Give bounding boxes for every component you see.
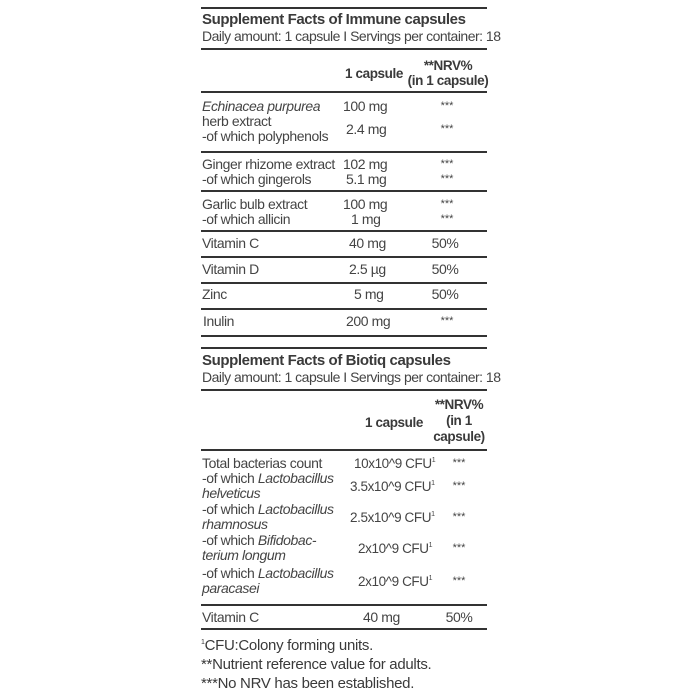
biotiq-row-genus: Lactobacillus bbox=[257, 501, 334, 517]
immune-row-name: Garlic bulb extract bbox=[202, 196, 308, 212]
biotiq-row-nrv: 50% bbox=[445, 609, 473, 625]
immune-row-name: Vitamin D bbox=[202, 261, 259, 277]
immune-row-name: Echinacea purpurea bbox=[202, 98, 321, 114]
biotiq-row-nrv: *** bbox=[452, 511, 466, 523]
biotiq-supplement-facts bbox=[201, 340, 501, 632]
immune-row-name: Zinc bbox=[202, 286, 227, 302]
biotiq-header-nrv-2: (in 1 bbox=[446, 413, 472, 428]
biotiq-row-amount bbox=[358, 541, 432, 556]
biotiq-row-name bbox=[202, 566, 334, 581]
biotiq-row-species: helveticus bbox=[202, 485, 261, 501]
immune-row-nrv: *** bbox=[440, 123, 454, 135]
divider bbox=[201, 604, 487, 606]
biotiq-row-amount-text: 2x10^9 CFU bbox=[358, 541, 429, 556]
immune-title: Supplement Facts of Immune capsules bbox=[202, 11, 466, 28]
biotiq-row-nrv: *** bbox=[452, 575, 466, 587]
biotiq-row-name bbox=[202, 502, 334, 517]
immune-row-nrv: *** bbox=[440, 173, 454, 185]
immune-row-amount: 5 mg bbox=[354, 286, 384, 302]
biotiq-row-amount-text: 2.5x10^9 CFU bbox=[350, 510, 432, 525]
biotiq-row-amount bbox=[350, 479, 435, 494]
immune-row-name-2: -of which polyphenols bbox=[202, 128, 329, 144]
divider bbox=[201, 308, 487, 310]
immune-row-nrv: 50% bbox=[431, 286, 459, 302]
biotiq-row-name bbox=[202, 471, 334, 486]
biotiq-header-nrv-3: capsule) bbox=[433, 429, 485, 444]
biotiq-row-prefix: -of which bbox=[202, 532, 258, 548]
immune-row-amount: 1 mg bbox=[351, 211, 381, 227]
biotiq-row-genus: Bifidobac- bbox=[257, 532, 317, 548]
divider bbox=[201, 91, 487, 93]
biotiq-row-name: Total bacterias count bbox=[202, 455, 323, 471]
immune-row-amount: 2.4 mg bbox=[346, 121, 387, 137]
biotiq-row-name bbox=[202, 533, 316, 548]
footnote-ref: 1 bbox=[431, 511, 435, 518]
footnote-nrv: **Nutrient reference value for adults. bbox=[201, 656, 432, 673]
biotiq-row-nrv: *** bbox=[452, 480, 466, 492]
immune-row-amount: 5.1 mg bbox=[346, 171, 387, 187]
immune-row-name: Vitamin C bbox=[202, 235, 259, 251]
biotiq-row-prefix: -of which bbox=[202, 501, 258, 517]
divider bbox=[201, 389, 487, 391]
biotiq-row-genus: Lactobacillus bbox=[257, 565, 334, 581]
divider bbox=[201, 151, 487, 153]
divider bbox=[201, 48, 487, 50]
immune-row-nrv: 50% bbox=[431, 235, 459, 251]
biotiq-row-amount-text: 10x10^9 CFU bbox=[354, 456, 432, 471]
biotiq-row-prefix: -of which bbox=[202, 565, 258, 581]
divider bbox=[201, 335, 487, 337]
footnote-ref: 1 bbox=[428, 575, 433, 582]
immune-header-amount: 1 capsule bbox=[345, 66, 403, 81]
divider bbox=[201, 7, 487, 9]
immune-row-amount: 200 mg bbox=[346, 313, 391, 329]
biotiq-row-name: Vitamin C bbox=[202, 609, 259, 625]
immune-row-nrv: *** bbox=[440, 198, 454, 210]
immune-row-amount: 102 mg bbox=[343, 156, 388, 172]
biotiq-row-amount bbox=[358, 574, 432, 589]
footnote-marker: 1 bbox=[201, 639, 205, 646]
immune-header-nrv-2: (in 1 capsule) bbox=[407, 73, 489, 88]
immune-row-amount: 2.5 µg bbox=[349, 261, 386, 277]
divider bbox=[201, 230, 487, 232]
biotiq-header-amount: 1 capsule bbox=[365, 415, 423, 430]
footnote-ref: 1 bbox=[431, 457, 436, 464]
immune-row-nrv: *** bbox=[440, 213, 454, 225]
immune-row-nrv: 50% bbox=[431, 261, 459, 277]
biotiq-row-amount: 40 mg bbox=[363, 609, 400, 625]
biotiq-row-genus: Lactobacillus bbox=[257, 470, 334, 486]
footnote-ref: 1 bbox=[431, 480, 435, 487]
biotiq-row-species: rhamnosus bbox=[202, 516, 268, 532]
immune-row-amount: 100 mg bbox=[343, 196, 388, 212]
immune-row-name: -of which gingerols bbox=[202, 171, 312, 187]
biotiq-row-nrv: *** bbox=[452, 457, 466, 469]
immune-row-amount: 40 mg bbox=[349, 235, 386, 251]
divider bbox=[201, 449, 487, 451]
biotiq-row-amount bbox=[350, 510, 435, 525]
immune-row-nrv: *** bbox=[440, 100, 454, 112]
immune-subtitle: Daily amount: 1 capsule I Servings per container: 18 bbox=[202, 28, 501, 44]
footnote-cfu bbox=[201, 636, 373, 655]
immune-row-name: Ginger rhizome extract bbox=[202, 156, 335, 172]
divider bbox=[201, 347, 487, 349]
footnote-no-nrv: ***No NRV has been established. bbox=[201, 675, 415, 692]
divider bbox=[201, 282, 487, 284]
biotiq-subtitle: Daily amount: 1 capsule I Servings per container: 18 bbox=[202, 369, 501, 385]
biotiq-row-nrv: *** bbox=[452, 542, 466, 554]
biotiq-row-amount bbox=[354, 456, 435, 471]
divider bbox=[201, 256, 487, 258]
immune-supplement-facts bbox=[201, 0, 501, 340]
biotiq-title: Supplement Facts of Biotiq capsules bbox=[202, 352, 451, 369]
biotiq-row-prefix: -of which bbox=[202, 470, 258, 486]
immune-row-name: Inulin bbox=[203, 313, 235, 329]
immune-row-nrv: *** bbox=[440, 158, 454, 170]
footnote-cfu-text: CFU:Colony forming units. bbox=[204, 637, 373, 654]
immune-row-nrv: *** bbox=[440, 315, 454, 327]
biotiq-row-amount-text: 3.5x10^9 CFU bbox=[350, 479, 432, 494]
divider bbox=[201, 190, 487, 192]
footnote-ref: 1 bbox=[428, 542, 433, 549]
immune-row-name: herb extract bbox=[202, 113, 272, 129]
biotiq-header-nrv-1: **NRV% bbox=[434, 397, 484, 412]
immune-header-nrv-1: **NRV% bbox=[423, 58, 473, 73]
biotiq-row-species: terium longum bbox=[202, 547, 286, 563]
immune-row-name: -of which allicin bbox=[202, 211, 291, 227]
biotiq-row-amount-text: 2x10^9 CFU bbox=[358, 574, 429, 589]
biotiq-row-species: paracasei bbox=[202, 580, 260, 596]
divider bbox=[201, 628, 487, 630]
immune-row-amount: 100 mg bbox=[343, 98, 388, 114]
